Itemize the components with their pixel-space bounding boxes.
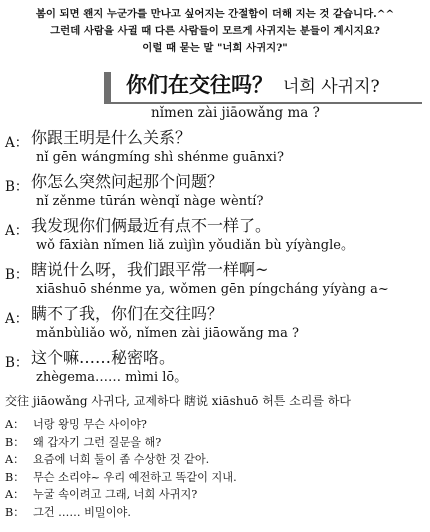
speaker-label: B： [5, 355, 29, 371]
title-pinyin: nǐmen zài jiāowǎng ma ? [151, 105, 320, 121]
dialogue-line [0, 304, 430, 348]
speaker-label: A： [5, 223, 29, 239]
speaker-label: B： [5, 470, 25, 484]
pinyin-text: zhègema…… mìmi lō。 [36, 370, 188, 385]
dialogue-line [0, 128, 430, 172]
chinese-dialogue [0, 128, 430, 392]
hanzi-text: 这个嘛……秘密咯。 [31, 348, 176, 367]
dialogue-line [0, 348, 430, 392]
speaker-label: B： [5, 267, 29, 283]
translation-text: 누굴 속이려고 그래, 너희 사귀지? [33, 488, 198, 502]
translation-text: 왜 갑자기 그런 질문을 해? [33, 435, 162, 449]
hanzi-text: 我发现你们俩最近有点不一样了。 [31, 216, 272, 235]
vocabulary-note: 交往 jiāowǎng 사귀다, 교제하다 瞎说 xiāshuō 허튼 소리를 하다 [5, 394, 351, 408]
intro-line-2: 그런데 사람을 사귈 때 다른 사람들이 모르게 사귀지는 분들이 계시지요? [50, 25, 380, 37]
translation-line [0, 504, 430, 522]
pinyin-text: mǎnbùliǎo wǒ, nǐmen zài jiāowǎng ma ? [36, 326, 299, 341]
title-korean: 너희 사귀지? [283, 77, 380, 97]
pinyin-text: nǐ zěnme tūrán wènqǐ nàge wèntí? [36, 194, 264, 209]
dialogue-line [0, 216, 430, 260]
hanzi-text: 你怎么突然问起那个问题？ [31, 172, 224, 191]
translation-line [0, 434, 430, 452]
intro-line-1: 봄이 되면 왠지 누군가를 만나고 싶어지는 간절함이 더해 지는 것 같습니다.^^ [35, 8, 395, 20]
hanzi-text: 你跟王明是什么关系？ [31, 128, 192, 147]
intro-paragraph [0, 6, 430, 57]
translation-line [0, 451, 430, 469]
speaker-label: A： [5, 453, 25, 467]
translation-line [0, 469, 430, 487]
speaker-label: A： [5, 311, 29, 327]
translation-text: 무슨 소리야~ 우리 예전하고 똑같이 지내. [33, 470, 237, 484]
intro-line-3: 이럴 때 묻는 말 "너희 사귀지?" [142, 42, 288, 54]
speaker-label: A： [5, 135, 29, 151]
speaker-label: A： [5, 488, 25, 502]
translation-text: 너랑 왕밍 무슨 사이야? [33, 418, 147, 431]
dialogue-line [0, 172, 430, 216]
speaker-label: A： [5, 418, 25, 431]
dialogue-line [0, 260, 430, 304]
korean-translation [0, 416, 430, 522]
pinyin-text: nǐ gēn wángmíng shì shénme guānxi? [36, 150, 284, 165]
speaker-label: B： [5, 505, 25, 519]
speaker-label: B： [5, 179, 29, 195]
title-chinese: 你们在交往吗？ [126, 72, 273, 97]
hanzi-text: 瞎说什么呀，我们跟平常一样啊~ [31, 260, 269, 279]
hanzi-text: 瞒不了我，你们在交往吗？ [31, 304, 224, 323]
pinyin-text: xiāshuō shénme ya, wǒmen gēn píngcháng yíyàng a~ [36, 282, 389, 297]
translation-line [0, 416, 430, 434]
speaker-label: B： [5, 435, 25, 449]
pinyin-text: wǒ fāxiàn nǐmen liǎ zuìjìn yǒudiǎn bù yíyàngle。 [36, 238, 354, 253]
translation-text: 요즘에 너희 둘이 좀 수상한 것 같아. [33, 453, 210, 467]
translation-line [0, 486, 430, 504]
translation-text: 그건 …… 비밀이야. [33, 505, 131, 519]
